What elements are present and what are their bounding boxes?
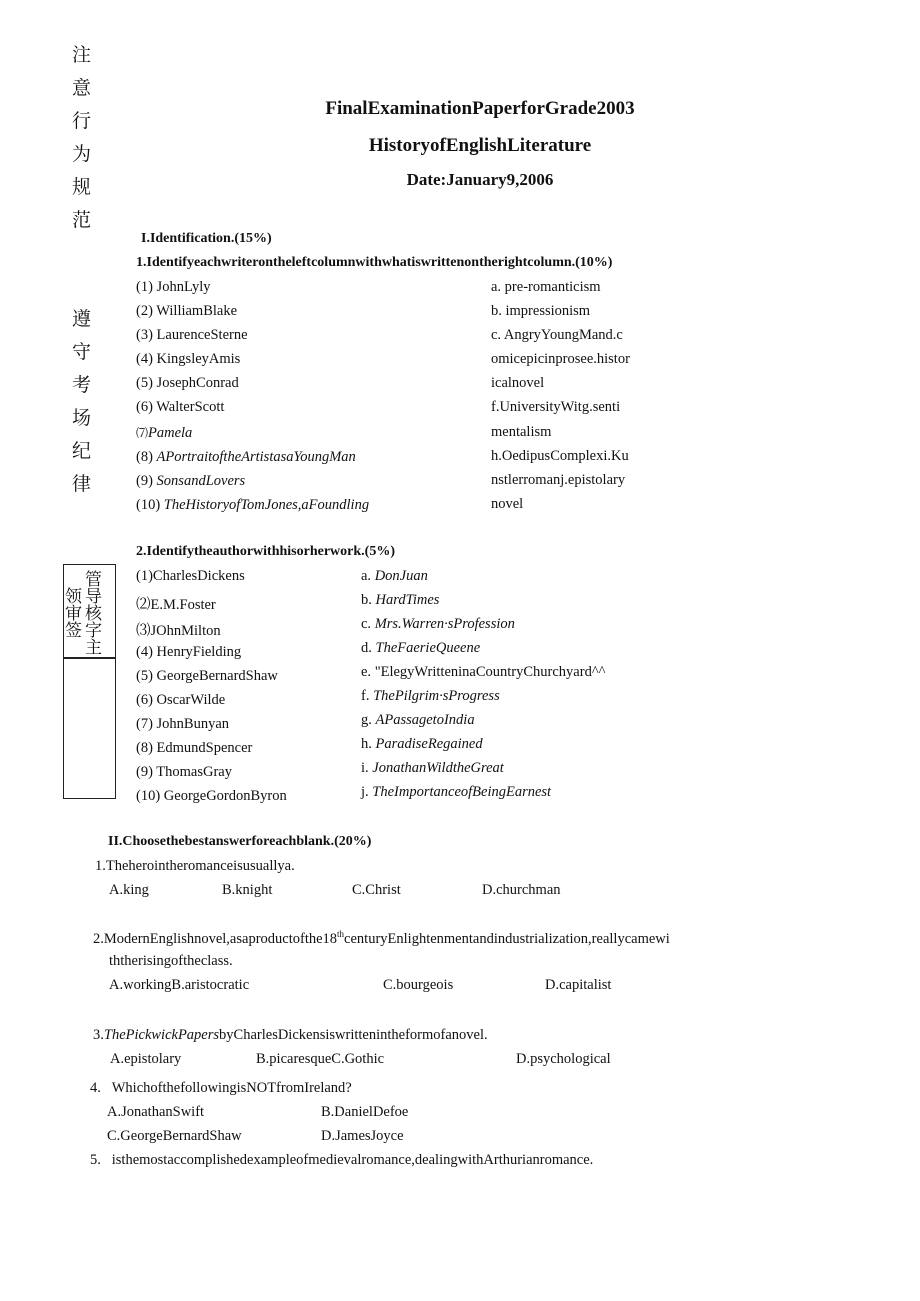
course-title: HistoryofEnglishLiterature: [368, 135, 592, 156]
option-a[interactable]: A.king: [109, 882, 149, 898]
part1-term: nstlerromanj.epistolary: [491, 472, 626, 488]
option-b[interactable]: B.DanielDefoe: [321, 1104, 409, 1120]
option-d[interactable]: D.psychological: [516, 1051, 611, 1067]
part1-term: h.OedipusComplexi.Ku: [491, 448, 629, 464]
margin-char: 行: [72, 110, 92, 132]
part1-term: mentalism: [491, 424, 552, 440]
part2-work: j. TheImportanceofBeingEarnest: [361, 784, 552, 800]
option-ab[interactable]: A.workingB.aristocratic: [109, 977, 250, 993]
option-bc[interactable]: B.picaresqueC.Gothic: [256, 1051, 385, 1067]
part1-writer: (5) JosephConrad: [136, 375, 239, 391]
part1-term: novel: [491, 496, 524, 512]
margin-char: 律: [72, 473, 92, 495]
part2-work: d. TheFaerieQueene: [361, 640, 481, 656]
option-c[interactable]: C.GeorgeBernardShaw: [107, 1128, 242, 1144]
part1-writer: (2) WilliamBlake: [136, 303, 238, 319]
option-c[interactable]: C.Christ: [352, 882, 401, 898]
question-2-stem: 2.ModernEnglishnovel,asaproductofthe18thcenturyEnlightenmentandindustrialization,reallycamewi: [93, 929, 670, 947]
option-d[interactable]: D.JamesJoyce: [321, 1128, 404, 1144]
part1-term: icalnovel: [491, 375, 545, 391]
part1-term: b. impressionism: [491, 303, 591, 319]
margin-char: 规: [72, 176, 92, 198]
part2-author: ⑵E.M.Foster: [136, 597, 216, 613]
option-d[interactable]: D.capitalist: [545, 977, 612, 993]
option-b[interactable]: B.knight: [222, 882, 273, 898]
part2-author: (4) HenryFielding: [136, 644, 242, 660]
question-4-stem: 4. WhichofthefollowingisNOTfromIreland?: [90, 1080, 352, 1096]
part1-term: omicepicinprosee.histor: [491, 351, 630, 367]
part2-work: h. ParadiseRegained: [361, 736, 483, 752]
part2-author: (9) ThomasGray: [136, 764, 232, 780]
margin-char: 意: [72, 77, 92, 99]
option-a[interactable]: A.epistolary: [110, 1051, 182, 1067]
option-a[interactable]: A.JonathanSwift: [107, 1104, 205, 1120]
question-3-stem: 3.ThePickwickPapersbyCharlesDickensiswrittenintheformofanovel.: [93, 1027, 488, 1043]
part2-work: b. HardTimes: [361, 592, 440, 608]
margin-char: 为: [72, 143, 92, 165]
question-1-stem: 1.Theherointheromanceisusuallya.: [95, 858, 295, 874]
margin-char: 遵: [72, 308, 92, 330]
part1-term: c. AngryYoungMand.c: [491, 327, 623, 343]
exam-date: Date:January9,2006: [406, 170, 554, 189]
part2-author: (10) GeorgeGordonByron: [136, 788, 287, 804]
part2-title: 2.Identifytheauthorwithhisorherwork.(5%): [136, 544, 395, 559]
margin-char: 注: [72, 44, 92, 66]
part1-term: a. pre-romanticism: [491, 279, 601, 295]
margin-char: 场: [72, 407, 92, 429]
margin-char: 守: [72, 341, 92, 363]
margin-char: 纪: [72, 440, 92, 462]
part2-author: (7) JohnBunyan: [136, 716, 230, 732]
question-5-stem: 5. isthemostaccomplishedexampleofmedievalromance,dealingwithArthurianromance.: [90, 1152, 594, 1168]
option-c[interactable]: C.bourgeois: [383, 977, 454, 993]
question-2-stem-cont: ththerisingoftheclass.: [109, 953, 233, 969]
part2-work: a. DonJuan: [361, 568, 428, 584]
signature-box-label-left: 领 审 签: [65, 587, 82, 641]
part2-work: c. Mrs.Warren∙sProfession: [361, 616, 515, 632]
part2-work: g. APassagetoIndia: [361, 712, 475, 728]
part1-term: f.UniversityWitg.senti: [491, 399, 621, 415]
part2-work: i. JonathanWildtheGreat: [361, 760, 504, 776]
section2-title: II.Choosethebestanswerforeachblank.(20%): [108, 834, 372, 849]
signature-box-label-right: 管 导 核 字 主: [85, 570, 102, 658]
signature-box-field[interactable]: [63, 657, 116, 799]
part1-writer: (6) WalterScott: [136, 399, 225, 415]
part2-author: (1)CharlesDickens: [136, 568, 245, 584]
part2-work: e. "ElegyWritteninaCountryChurchyard^^: [361, 664, 606, 680]
part1-writer: (4) KingsleyAmis: [136, 351, 241, 367]
part2-author: (5) GeorgeBernardShaw: [136, 668, 278, 684]
part2-work: f. ThePilgrim∙sProgress: [361, 688, 500, 704]
part1-writer: (3) LaurenceSterne: [136, 327, 248, 343]
part1-title: 1.Identifyeachwriterontheleftcolumnwithwhatiswrittenontherightcolumn.(10%): [136, 255, 613, 270]
part2-author: (8) EdmundSpencer: [136, 740, 253, 756]
exam-title: FinalExaminationPaperforGrade2003: [325, 98, 635, 119]
option-d[interactable]: D.churchman: [482, 882, 561, 898]
part1-work: (10) TheHistoryofTomJones,aFoundling: [136, 497, 370, 513]
margin-char: 范: [72, 209, 92, 231]
part1-writer: (1) JohnLyly: [136, 279, 211, 295]
part2-author: (6) OscarWilde: [136, 692, 226, 708]
part1-work: ⑺Pamela: [136, 425, 193, 441]
part2-author: ⑶JOhnMilton: [136, 623, 221, 639]
part1-work: (9) SonsandLovers: [136, 473, 246, 489]
margin-char: 考: [72, 374, 92, 396]
section1-title: I.Identification.(15%): [141, 231, 272, 246]
part1-work: (8) APortraitoftheArtistasaYoungMan: [136, 449, 356, 465]
